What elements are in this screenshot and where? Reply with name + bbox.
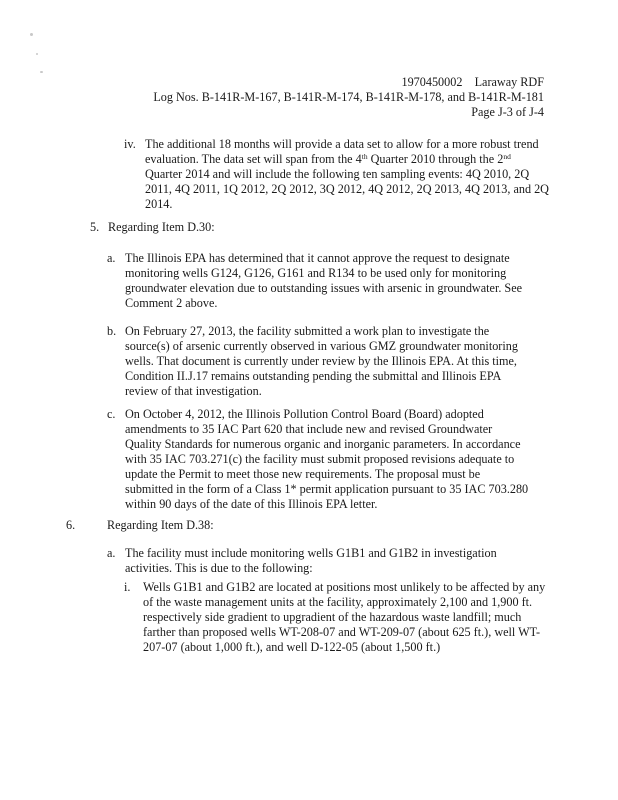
item-text: The facility must include monitoring wells G1B1 and G1B2 in investigation activities. This is due to the following: [125, 546, 497, 575]
item-label: b. [107, 324, 117, 338]
section-number: 5. [90, 220, 100, 234]
scan-speck [30, 33, 33, 36]
item-text: On February 27, 2013, the facility submitted a work plan to investigate the source(s) of arsenic currently observed in various GMZ groundwater monitoring wells. That document is currently under review by the Illinois EPA. At this time, Condition II.J.17 remains outstanding pending the submittal and Illinois EPA review of that investigation. [125, 324, 518, 398]
page-number-line: Page J-3 of J-4 [471, 105, 544, 119]
log-numbers-line: Log Nos. B-141R-M-167, B-141R-M-174, B-141R-M-178, and B-141R-M-181 [153, 90, 544, 104]
item-text: On October 4, 2012, the Illinois Pollution Control Board (Board) adopted amendments to 35 IAC Part 620 that include new and revised Groundwater Quality Standards for numerous organic and inorganic parameters. In accordance with 35 IAC 703.271(c) the facility must submit proposed revisions adequate to update the Permit to meet those new requirements. The proposal must be submitted in the form of a Class 1* permit application pursuant to 35 IAC 703.280 within 90 days of the date of this Illinois EPA letter. [125, 407, 529, 511]
section-number: 6. [66, 518, 76, 532]
item-label: i. [124, 580, 131, 594]
scan-speck [36, 53, 38, 55]
item-label: iv. [124, 137, 136, 151]
item-label: a. [107, 251, 116, 265]
item-label: c. [107, 407, 116, 421]
page-header [124, 75, 544, 120]
item-label: a. [107, 546, 116, 560]
item-text: The additional 18 months will provide a data set to allow for a more robust trend evaluation. The data set will span from the 4th Quarter 2010 through the 2nd Quarter 2014 and will include the following ten sampling events: 4Q 2010, 2Q 2011, 4Q 2011, 1Q 2012, 2Q 2012, 3Q 2012, 4Q 2012, 2Q 2013, 4Q 2013, and 2Q 2014. [145, 137, 549, 211]
section-heading: Regarding Item D.38: [107, 518, 214, 532]
facility-id-line: 1970450002 Laraway RDF [401, 75, 544, 89]
item-text: Wells G1B1 and G1B2 are located at positions most unlikely to be affected by any of the waste management units at the facility, approximately 2,100 and 1,900 ft. respectively side gradient to upgradient of the hazardous waste landfill; much farther than proposed wells WT-208-07 and WT-209-07 (about 625 ft.), well WT-207-07 (about 1,000 ft.), and well D-122-05 (about 1,500 ft.) [143, 580, 546, 654]
item-text: The Illinois EPA has determined that it cannot approve the request to designate monitoring wells G124, G126, G161 and R134 to be used only for monitoring groundwater elevation due to outstanding issues with arsenic in groundwater. See Comment 2 above. [125, 251, 523, 310]
section-heading: Regarding Item D.30: [108, 220, 215, 234]
scan-speck [40, 71, 43, 73]
